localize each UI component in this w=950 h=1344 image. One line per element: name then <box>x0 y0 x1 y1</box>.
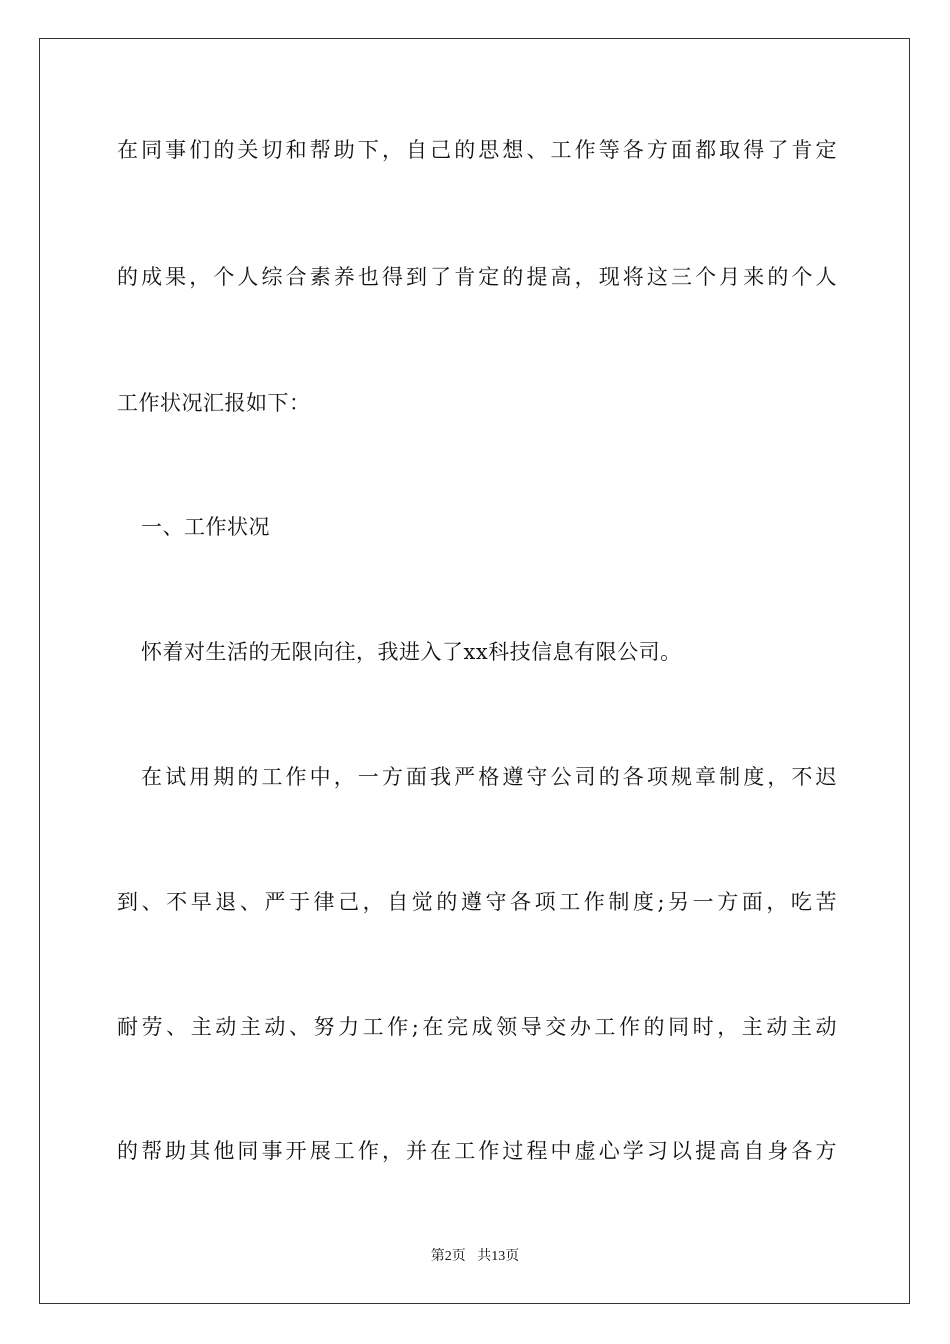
page-footer <box>0 1248 950 1266</box>
page-total: 共13页 <box>477 1249 520 1264</box>
body-line-7: 到、不早退、严于律己，自觉的遵守各项工作制度;另一方面，吃苦 <box>117 890 837 914</box>
page-number: 第2页 <box>430 1249 466 1264</box>
body-line-3: 工作状况汇报如下： <box>117 391 311 415</box>
section-heading: 一、工作状况 <box>141 515 270 539</box>
body-line-6: 在试用期的工作中，一方面我严格遵守公司的各项规章制度，不迟 <box>141 765 837 789</box>
body-line-2: 的成果，个人综合素养也得到了肯定的提高，现将这三个月来的个人 <box>117 265 837 289</box>
page-border <box>39 38 910 1304</box>
body-line-8: 耐劳、主动主动、努力工作;在完成领导交办工作的同时，主动主动 <box>117 1015 837 1039</box>
body-line-1: 在同事们的关切和帮助下，自己的思想、工作等各方面都取得了肯定 <box>117 138 837 162</box>
body-line-5: 怀着对生活的无限向往，我进入了xx科技信息有限公司。 <box>141 640 682 664</box>
body-line-9: 的帮助其他同事开展工作，并在工作过程中虚心学习以提高自身各方 <box>117 1139 837 1163</box>
